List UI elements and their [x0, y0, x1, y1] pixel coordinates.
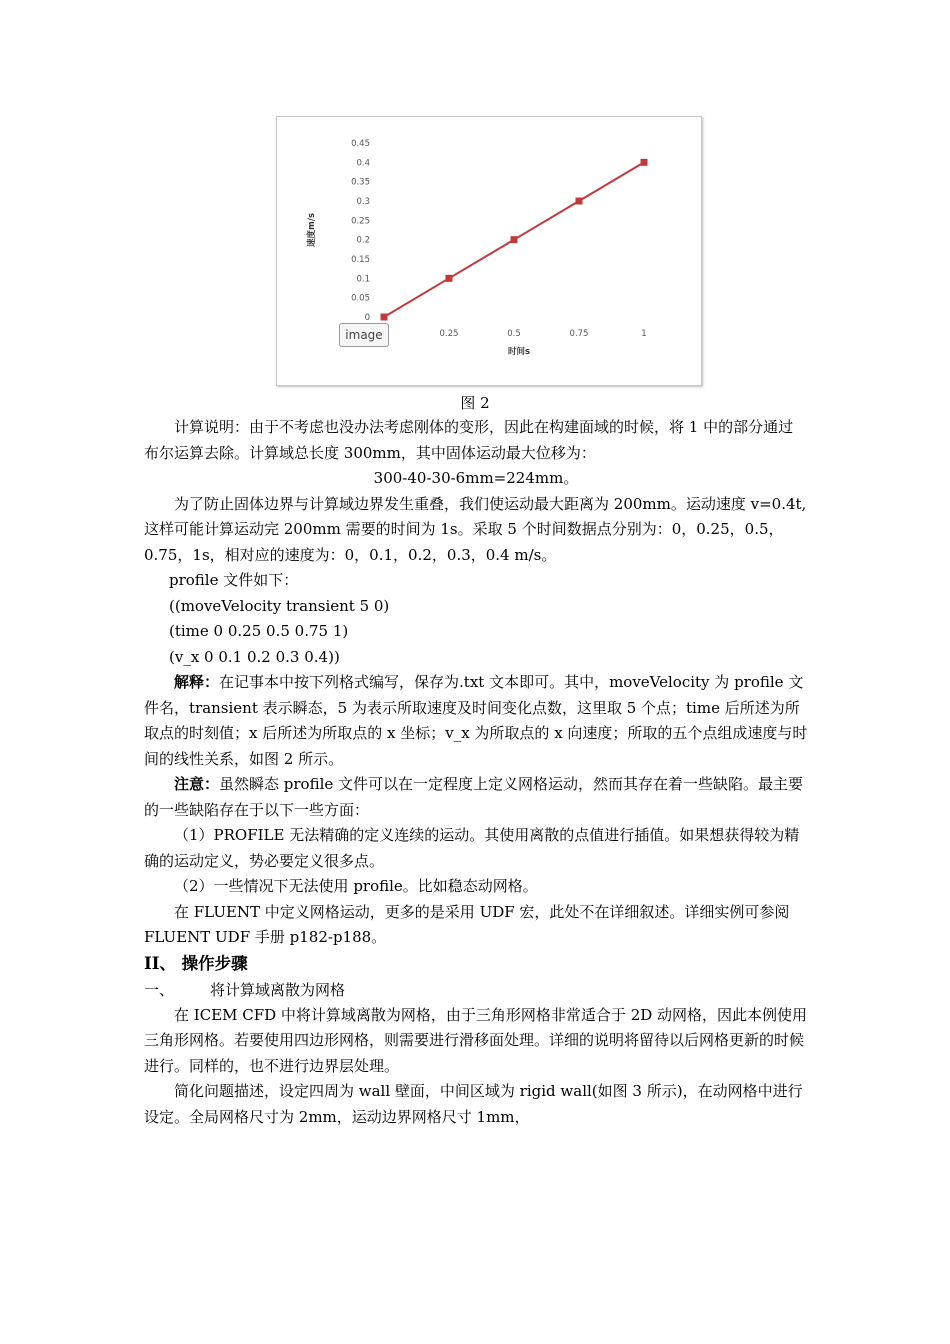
list-item-1: （1）PROFILE 无法精确的定义连续的运动。其使用离散的点值进行插值。如果想获得较为精确的运动定义，势必要定义很多点。: [144, 826, 800, 870]
y-tick-label: 0.25: [351, 216, 370, 227]
section-heading: II、 操作步骤: [144, 953, 248, 973]
x-tick-label: 0.5: [507, 329, 521, 339]
y-tick-label: 0.05: [351, 293, 370, 304]
paragraph-explanation: [144, 670, 808, 772]
note-text: 虽然瞬态 profile 文件可以在一定程度上定义网格运动，然而其存在着一些缺陷。最主要的一些缺陷存在于以下一些方面：: [144, 775, 804, 819]
subsection-number: 一、: [144, 980, 175, 999]
data-point: [446, 275, 453, 282]
code-line-2: (time 0 0.25 0.5 0.75 1): [169, 622, 349, 640]
y-tick-label: 0.3: [356, 197, 370, 207]
paragraph-calc-note: 计算说明：由于不考虑也没办法考虑刚体的变形，因此在构建面域的时候，将 1 中的部分通过布尔运算去除。计算域总长度 300mm，其中固体运动最大位移为：: [144, 418, 794, 462]
note-label: 注意：: [174, 775, 220, 793]
x-tick-label: 0.75: [569, 329, 589, 339]
data-point: [511, 236, 518, 243]
paragraph-note: [144, 772, 808, 823]
y-axis-title: 速度m/s: [307, 212, 317, 248]
image-tag: image: [339, 323, 389, 347]
explanation-label: 解释：: [174, 673, 220, 691]
y-tick-label: 0.4: [356, 158, 370, 169]
x-tick-label: 1: [641, 329, 647, 339]
code-line-1: ((moveVelocity transient 5 0): [169, 596, 390, 615]
document-body: [144, 415, 808, 1130]
paragraph-icem: 在 ICEM CFD 中将计算域离散为网格，由于三角形网格非常适合于 2D 动网格，因此本例使用三角形网格。若要使用四边形网格，则需要进行滑移面处理。详细的说明将留待以后网格更新的时候进行。同样的，也不进行边界层处理。: [144, 1005, 808, 1075]
list-item-2: （2）一些情况下无法使用 profile。比如稳态动网格。: [174, 877, 538, 895]
subsection-heading: [144, 977, 808, 1003]
formula-line: 300-40-30-6mm=224mm。: [373, 469, 579, 487]
subsection-title: 将计算域离散为网格: [210, 980, 346, 999]
y-tick-label: 0.45: [351, 139, 370, 149]
x-tick-label: 0.25: [439, 329, 459, 339]
explanation-text: 在记事本中按下列格式编写，保存为.txt 文本即可。其中，moveVelocity 为 profile 文件名，transient 表示瞬态，5 为表示所取速度及时间变化点数，这里取 5 个点；time 后所述为所取点的时刻值；x 后所述为所取点的 x 坐标；v_x 为所取点的 x 向速度；所取的五个点组成速度与时间的线性关系，如图 2 所示。: [144, 673, 808, 768]
y-tick-label: 0: [364, 313, 370, 323]
y-tick-label: 0.35: [351, 177, 370, 188]
paragraph-fluent-udf: 在 FLUENT 中定义网格运动，更多的是采用 UDF 宏，此处不在详细叙述。详细实例可参阅 FLUENT UDF 手册 p182-p188。: [144, 902, 790, 946]
data-point: [576, 198, 583, 205]
y-tick-label: 0.2: [356, 235, 370, 246]
code-line-3: (v_x 0 0.1 0.2 0.3 0.4)): [169, 647, 340, 666]
y-tick-label: 0.15: [351, 255, 370, 265]
chart-figure: [276, 116, 702, 386]
paragraph-velocity: 为了防止固体边界与计算域边界发生重叠，我们使运动最大距离为 200mm。运动速度 v=0.4t,这样可能计算运动完 200mm 需要的时间为 1s。采取 5 个时间数据点分别为：0，0.25，0.5，0.75，1s，相对应的速度为：0，0.1，0.2，0.3，0.4 m/s。: [144, 494, 807, 564]
figure-caption: 图 2: [460, 394, 490, 412]
x-axis-title: 时间s: [507, 347, 531, 357]
paragraph-boundary: 简化问题描述，设定四周为 wall 壁面，中间区域为 rigid wall(如图 3 所示)，在动网格中进行设定。全局网格尺寸为 2mm，运动边界网格尺寸 1mm，: [144, 1082, 803, 1126]
paragraph-profile-intro: profile 文件如下：: [169, 571, 299, 589]
data-point: [641, 159, 648, 166]
y-tick-label: 0.1: [356, 274, 370, 285]
data-point: [381, 314, 388, 321]
